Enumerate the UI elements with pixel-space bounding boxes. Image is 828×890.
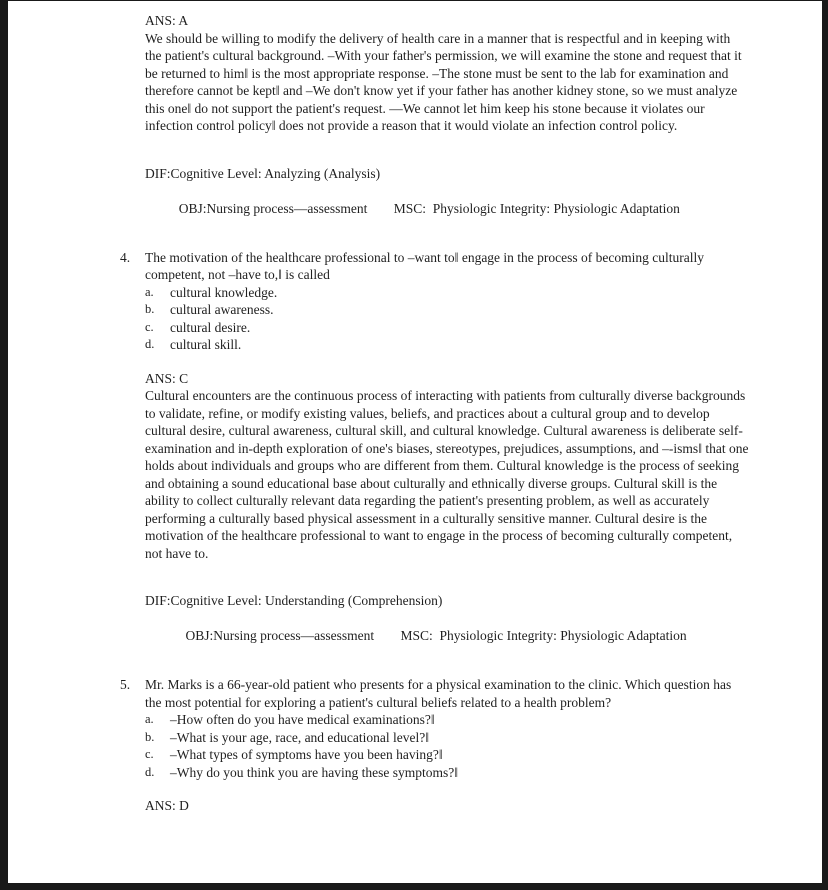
option-a [145, 284, 749, 302]
answer-line: ANS: C [145, 370, 189, 386]
option-c [145, 746, 749, 764]
option-c [145, 319, 749, 337]
answer-line: ANS: D [145, 798, 189, 813]
option-d [145, 336, 749, 354]
page-content [120, 12, 756, 815]
option-d [145, 764, 749, 782]
question-stem: The motivation of the healthcare professional to –want to‖ engage in the process of becoming culturally competent, not –have to,‖ is called [145, 249, 704, 282]
option-text: –What is your age, race, and educational level?‖ [170, 729, 430, 745]
question-stem: Mr. Marks is a 66-year-old patient who presents for a physical examination to the clinic. Which question has the most potential for exploring a patient's cultural beliefs related to a health problem? [145, 677, 732, 710]
question-body [145, 676, 749, 815]
option-text: cultural awareness. [170, 302, 274, 317]
question-5 [120, 676, 756, 815]
option-text: –What types of symptoms have you been having?‖ [170, 747, 443, 762]
question-3-answer-block [145, 12, 756, 235]
dif-line: DIF:Cognitive Level: Understanding (Comprehension) [145, 593, 443, 608]
obj-label: OBJ:Nursing process—assessment [185, 628, 375, 643]
page-edge-right [822, 0, 828, 890]
options-list [145, 284, 749, 354]
question-metadata [145, 165, 756, 235]
answer-line: ANS: A [145, 13, 189, 28]
option-letter: b. [145, 302, 155, 316]
obj-msc-line [145, 182, 756, 235]
option-text: cultural desire. [170, 319, 251, 335]
options-list [145, 711, 749, 781]
option-text: –How often do you have medical examinations?‖ [170, 712, 435, 727]
obj-label: OBJ:Nursing process—assessment [178, 200, 368, 216]
page-edge-top [0, 0, 828, 1]
option-letter: a. [145, 284, 154, 299]
option-b [145, 301, 749, 319]
option-letter: c. [145, 747, 154, 761]
question-number: 4. [120, 249, 131, 265]
question-metadata [145, 592, 749, 662]
option-letter: d. [145, 337, 155, 351]
option-letter: a. [145, 712, 154, 726]
page-edge-bottom [0, 883, 828, 890]
option-text: cultural knowledge. [170, 284, 278, 300]
question-4 [120, 249, 756, 663]
question-number: 5. [120, 677, 131, 692]
dif-line: DIF:Cognitive Level: Analyzing (Analysis) [145, 165, 381, 181]
option-b [145, 729, 749, 747]
rationale-text: We should be willing to modify the delivery of health care in a manner that is respectful and in keeping with the patient's cultural background. –With your father's permission, we will examine the stone and request that it be returned to him‖ is the most appropriate response. –The stone must be sent to the lab for examination and therefore cannot be kept‖ and –We don't know yet if your father has another kidney stone, so we must analyze this one‖ do not support the patient's request. —We cannot let him keep his stone because it violates our infection control policy‖ does not provide a reason that it would violate an infection control policy. [145, 30, 742, 133]
rationale-text: Cultural encounters are the continuous process of interacting with patients from culturally diverse backgrounds to validate, refine, or modify existing values, beliefs, and practices about a cultural group and to develop cultural desire, cultural awareness, cultural skill, and cultural knowledge. Cultural awareness is deliberate self-examination and in-depth exploration of one's biases, stereotypes, prejudices, assumptions, and –-isms‖ that one holds about individuals and groups who are different from them. Cultural knowledge is the process of seeking and obtaining a sound educational base about culturally and ethnically diverse groups. Cultural skill is the ability to collect culturally relevant data regarding the patient's presenting problem, as well as accurately performing a culturally based physical assessment in a culturally sensitive manner. Cultural desire is the motivation of the healthcare professional to want to engage in the process of becoming culturally competent, not have to. [145, 388, 749, 561]
option-a [145, 711, 749, 729]
option-text: –Why do you think you are having these symptoms?‖ [170, 764, 458, 780]
msc-label: MSC: Physiologic Integrity: Physiologic Adaptation [393, 200, 680, 216]
option-letter: d. [145, 764, 155, 779]
obj-msc-line [145, 610, 749, 663]
msc-label: MSC: Physiologic Integrity: Physiologic Adaptation [400, 628, 687, 643]
option-text: cultural skill. [170, 337, 242, 352]
page-edge-left [0, 0, 8, 890]
question-body [145, 249, 749, 663]
option-letter: c. [145, 319, 154, 334]
option-letter: b. [145, 729, 155, 744]
